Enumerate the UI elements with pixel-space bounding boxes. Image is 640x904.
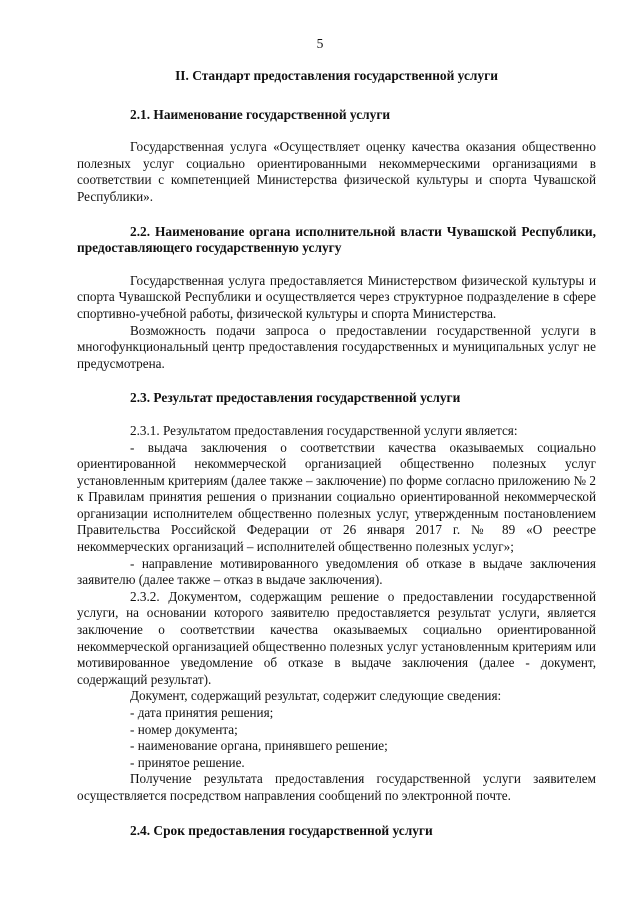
list-item: - наименование органа, принявшего решение;: [130, 738, 388, 754]
heading-2-3: 2.3. Результат предоставления государственной услуги: [130, 390, 461, 406]
heading-2-2: 2.2. Наименование органа исполнительной власти Чувашской Республики, предоставляющего государственную услугу: [77, 223, 596, 256]
list-item: - номер документа;: [130, 721, 238, 737]
heading-2-1: 2.1. Наименование государственной услуги: [130, 106, 391, 122]
paragraph-2-2-text-2: Возможность подачи запроса о предоставлении государственной услуги в многофункциональный центр предоставления государственных и муниципальных услуг не предусмотрена.: [77, 322, 596, 371]
page-number: 5: [316, 36, 324, 51]
paragraph-2-3-1: 2.3.1. Результатом предоставления государственной услуги является:: [130, 422, 518, 438]
heading-2-4: 2.4. Срок предоставления государственной услуги: [130, 822, 433, 838]
section-title: II. Стандарт предоставления государственной услуги: [175, 68, 498, 83]
paragraph-result-delivery: Получение результата предоставления государственной услуги заявителем осуществляется посредством направления сообщений по электронной почте.: [77, 771, 596, 803]
document-body: [77, 68, 596, 855]
list-item: - принятое решение.: [130, 754, 245, 770]
paragraph-2-3-2: 2.3.2. Документом, содержащим решение о предоставлении государственной услуги, на основании которого заявителю предоставляется результат услуги, является заключение о соответствии качества оказываемых социально ориентированной некоммерческой организацией общественно полезных услуг установленным критериям или мотивированное уведомление об отказе в выдаче заключения (далее - документ, содержащий результат).: [77, 588, 596, 687]
paragraph-document-contents: Документ, содержащий результат, содержит следующие сведения:: [130, 688, 502, 704]
paragraph-2-3-1-item-conclusion: - выдача заключения о соответствии качества оказываемых социально ориентированной некоммерческой организацией общественно полезных услуг установленным критериям (далее также – заключение) по форме согласно приложению № 2 к Правилам принятия решения о признании социально ориентированной некоммерческой организации исполнителем общественно полезных услуг, утвержденным постановлением Правительства Российской Федерации от 26 января 2017 г. № 89 «О реестре некоммерческих организаций – исполнителей общественно полезных услуг»;: [77, 439, 596, 555]
paragraph-2-2-text-1: Государственная услуга предоставляется Министерством физической культуры и спорта Чувашской Республики и осуществляется через структурное подразделение в сфере спортивно-учебной работы, физической культуры и спорта Министерства.: [77, 272, 596, 321]
paragraph-2-3-1-item-refusal: - направление мотивированного уведомления об отказе в выдаче заключения заявителю (далее также – отказ в выдаче заключения).: [77, 555, 596, 588]
list-item: - дата принятия решения;: [130, 705, 274, 720]
paragraph-2-1-text: Государственная услуга «Осуществляет оценку качества оказания общественно полезных услуг социально ориентированными некоммерческими организациями в соответствии с компетенцией Министерства физической культуры и спорта Чувашской Республики».: [77, 139, 596, 204]
